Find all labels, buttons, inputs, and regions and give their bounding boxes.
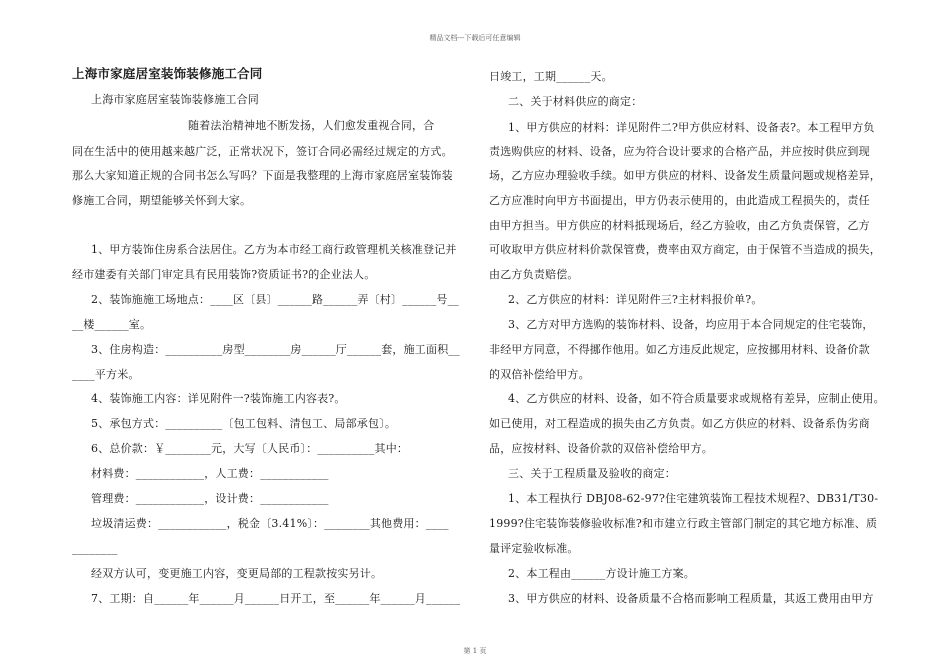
paragraph-line: 3、住房构造：__________房型________房______厅______套，施工面积__ [91, 343, 460, 356]
paragraph-line: 3、甲方供应的材料、设备质量不合格而影响工程质量，其返工费用由甲方 [508, 592, 874, 605]
paragraph-line: 1、甲方供应的材料：详见附件二?甲方供应材料、设备表?。本工程甲方负 [508, 121, 875, 134]
paragraph-line: 2、装饰施施工场地点：____区〔县〕______路______弄〔村〕______号__ [91, 293, 459, 306]
paragraph-line: __楼______室。 [72, 318, 152, 331]
paragraph-line: 1、本工程执行 DBJ08-62-97?住宅建筑装饰工程技术规程?、DB31/T30- [508, 492, 879, 505]
paragraph-line: 5、承包方式：__________〔包工包料、清包工、局部承包〕。 [91, 417, 397, 430]
paragraph-line: 4、乙方供应的材料、设备，如不符合质量要求或规格有差异，应制止使用。 [508, 392, 885, 405]
paragraph-line: 可收取甲方供应材料价款保管费，费率由双方商定，由于保管不当造成的损失， [489, 243, 881, 256]
paragraph-line: 如已使用，对工程造成的损失由乙方负责。如乙方供应的材料、设备系伪劣商 [489, 417, 870, 430]
paragraph-line: 2、本工程由______方设计施工方案。 [508, 567, 695, 580]
paragraph-line: 量评定验收标准。 [489, 542, 579, 555]
paragraph-line: 那么大家知道正规的合同书怎么写吗？下面是我整理的上海市家庭居室装饰装 [72, 169, 453, 182]
paragraph-line: 2、乙方供应的材料：详见附件三?主材料报价单?。 [508, 293, 763, 306]
paragraph-line: 6、总价款：￥________元，大写〔人民币〕：__________其中： [91, 442, 409, 455]
paragraph-line: 4、装饰施工内容：详见附件一?装饰施工内容表?。 [91, 392, 346, 405]
paragraph-line: 同在生活中的使用越来越广泛，正常状况下，签订合同必需经过规定的方式。 [72, 145, 453, 158]
paragraph-line: 管理费：____________，设计费：____________ [91, 492, 329, 505]
paragraph-line: 经市建委有关部门审定具有民用装饰?资质证书?的企业法人。 [72, 268, 376, 281]
paragraph-line: 1999?住宅装饰装修验收标准?和市建立行政主管部门制定的其它地方标准、质 [489, 517, 878, 530]
page-header: 精品文档---下载后可任意编辑 [429, 34, 521, 42]
paragraph-line: ____平方米。 [72, 368, 140, 381]
paragraph-line: 经双方认可，变更施工内容，变更局部的工程款按实另计。 [91, 567, 383, 580]
paragraph-line: ________ [72, 542, 118, 555]
document-title: 上海市家庭居室装饰装修施工合同 [72, 66, 263, 81]
paragraph-line: 的双倍补偿给甲方。 [489, 368, 590, 381]
paragraph-line: 由甲方担当。甲方供应的材料抵现场后，经乙方验收，由乙方负责保管，乙方 [489, 219, 870, 232]
section-heading: 三、关于工程质量及验收的商定： [508, 467, 676, 480]
paragraph-line: 垃圾清运费：____________，税金〔3.41%〕：________其他费用：____ [91, 517, 449, 530]
paragraph-line: 7、工期：自______年______月______日开工，至______年______月______ [91, 592, 461, 605]
section-heading: 二、关于材料供应的商定： [508, 95, 643, 108]
paragraph-line: 3、乙方对甲方选购的装饰材料、设备，均应用于本合同规定的住宅装饰， [508, 318, 874, 331]
document-subtitle: 上海市家庭居室装饰装修施工合同 [91, 93, 259, 106]
paragraph-line: 品，应按材料、设备价款的双倍补偿给甲方。 [489, 442, 713, 455]
paragraph-line: 修施工合同，期望能够关怀到大家。 [72, 194, 252, 207]
paragraph-line: 日竣工，工期______天。 [489, 70, 613, 83]
paragraph-line: 由乙方负责赔偿。 [489, 268, 579, 281]
paragraph-line: 1、甲方装饰住房系合法居住。乙方为本市经工商行政管理机关核准登记并 [91, 243, 457, 256]
paragraph-line: 随着法治精神地不断发扬，人们愈发重视合同，合 [188, 119, 435, 132]
paragraph-line: 场，乙方应办理验收手续。如甲方供应的材料、设备发生质量问题或规格差异， [489, 169, 881, 182]
paragraph-line: 材料费：____________，人工费：____________ [91, 467, 329, 480]
paragraph-line: 责选购供应的材料、设备，应为符合设计要求的合格产品，并应按时供应到现 [489, 145, 870, 158]
paragraph-line: 非经甲方同意，不得挪作他用。如乙方违反此规定，应按挪用材料、设备价款 [489, 343, 870, 356]
paragraph-line: 乙方应准时向甲方书面提出，甲方仍表示使用的，由此造成工程损失的，责任 [489, 194, 870, 207]
page-number: 第 1 页 [463, 647, 487, 655]
